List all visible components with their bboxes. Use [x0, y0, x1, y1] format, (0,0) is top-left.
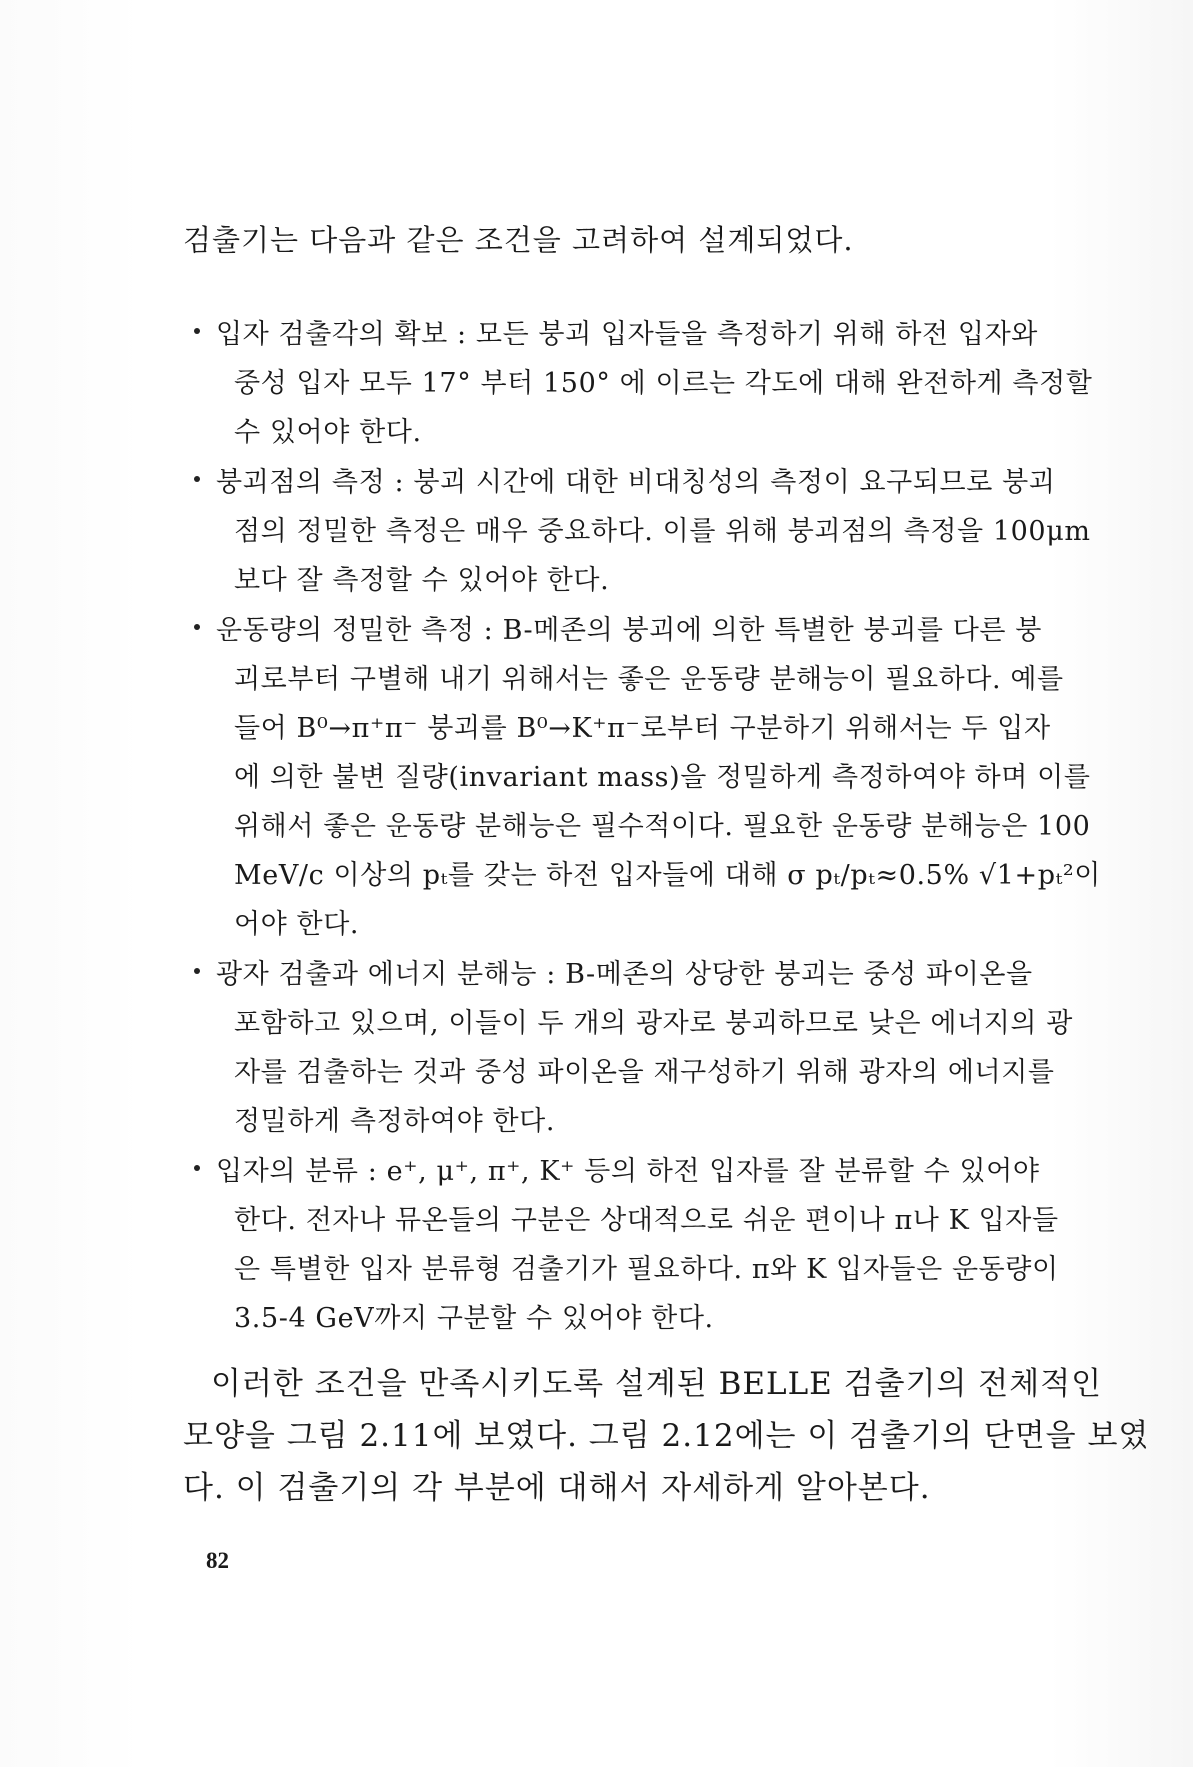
list-item-line: 중성 입자 모두 17° 부터 150° 에 이르는 각도에 대해 완전하게 측정할	[234, 368, 1093, 399]
list-item-line: 자를 검출하는 것과 중성 파이온을 재구성하기 위해 광자의 에너지를	[234, 1057, 1055, 1088]
list-item-line: 들어 B⁰→π⁺π⁻ 붕괴를 B⁰→K⁺π⁻로부터 구분하기 위해서는 두 입자	[234, 713, 1051, 744]
paragraph-line: 이러한 조건을 만족시키도록 설계된 BELLE 검출기의 전체적인	[211, 1366, 1103, 1402]
list-item-photon-detection	[208, 950, 1073, 1146]
list-item-line: 어야 한다.	[234, 909, 360, 940]
bullet-dot-icon	[194, 328, 200, 334]
bullet-dot-icon	[194, 1165, 200, 1171]
list-item-line: 광자 검출과 에너지 분해능 : B-메존의 상당한 붕괴는 중성 파이온을	[216, 959, 1033, 990]
list-item-line: 정밀하게 측정하여야 한다.	[234, 1106, 556, 1137]
list-item-line: 에 의한 불변 질량(invariant mass)을 정밀하게 측정하여야 하며 이를	[234, 762, 1091, 793]
bullet-dot-icon	[194, 624, 200, 630]
list-item-line: 위해서 좋은 운동량 분해능은 필수적이다. 필요한 운동량 분해능은 100	[234, 811, 1091, 842]
list-item-line: 보다 잘 측정할 수 있어야 한다.	[234, 565, 610, 596]
paragraph-line: 모양을 그림 2.11에 보였다. 그림 2.12에는 이 검출기의 단면을 보였	[183, 1418, 1150, 1454]
list-item-line: 수 있어야 한다.	[234, 417, 422, 448]
list-item-line: 은 특별한 입자 분류형 검출기가 필요하다. π와 K 입자들은 운동량이	[234, 1254, 1059, 1285]
list-item-line: 점의 정밀한 측정은 매우 중요하다. 이를 위해 붕괴점의 측정을 100μm	[234, 516, 1091, 547]
list-item-line: 붕괴점의 측정 : 붕괴 시간에 대한 비대칭성의 측정이 요구되므로 붕괴	[216, 467, 1056, 498]
list-item-line: MeV/c 이상의 pₜ를 갖는 하전 입자들에 대해 σ pₜ/pₜ≈0.5% √1+pₜ²이	[234, 860, 1101, 891]
list-item-angle-coverage	[208, 310, 1093, 457]
list-item-line: 괴로부터 구별해 내기 위해서는 좋은 운동량 분해능이 필요하다. 예를	[234, 664, 1064, 695]
list-item-line: 입자 검출각의 확보 : 모든 붕괴 입자들을 측정하기 위해 하전 입자와	[216, 319, 1038, 350]
list-item-line: 한다. 전자나 뮤온들의 구분은 상대적으로 쉬운 편이나 π나 K 입자들	[234, 1205, 1059, 1236]
list-item-particle-identification	[208, 1147, 1058, 1343]
list-item-line: 3.5-4 GeV까지 구분할 수 있어야 한다.	[234, 1303, 714, 1334]
bullet-dot-icon	[194, 968, 200, 974]
page-number: 82	[206, 1548, 229, 1573]
intro-sentence: 검출기는 다음과 같은 조건을 고려하여 설계되었다.	[183, 223, 854, 257]
condition-list	[208, 310, 1101, 1344]
paragraph-line: 다. 이 검출기의 각 부분에 대해서 자세하게 알아본다.	[183, 1470, 931, 1506]
list-item-line: 입자의 분류 : e⁺, μ⁺, π⁺, K⁺ 등의 하전 입자를 잘 분류할 수 있어야	[216, 1156, 1040, 1187]
list-item-line: 운동량의 정밀한 측정 : B-메존의 붕괴에 의한 특별한 붕괴를 다른 붕	[216, 615, 1042, 646]
list-item-vertex-measurement	[208, 458, 1091, 605]
list-item-line: 포함하고 있으며, 이들이 두 개의 광자로 붕괴하므로 낮은 에너지의 광	[234, 1008, 1073, 1039]
list-item-momentum-measurement	[208, 606, 1101, 949]
bullet-dot-icon	[194, 476, 200, 482]
summary-paragraph	[183, 1358, 1150, 1514]
